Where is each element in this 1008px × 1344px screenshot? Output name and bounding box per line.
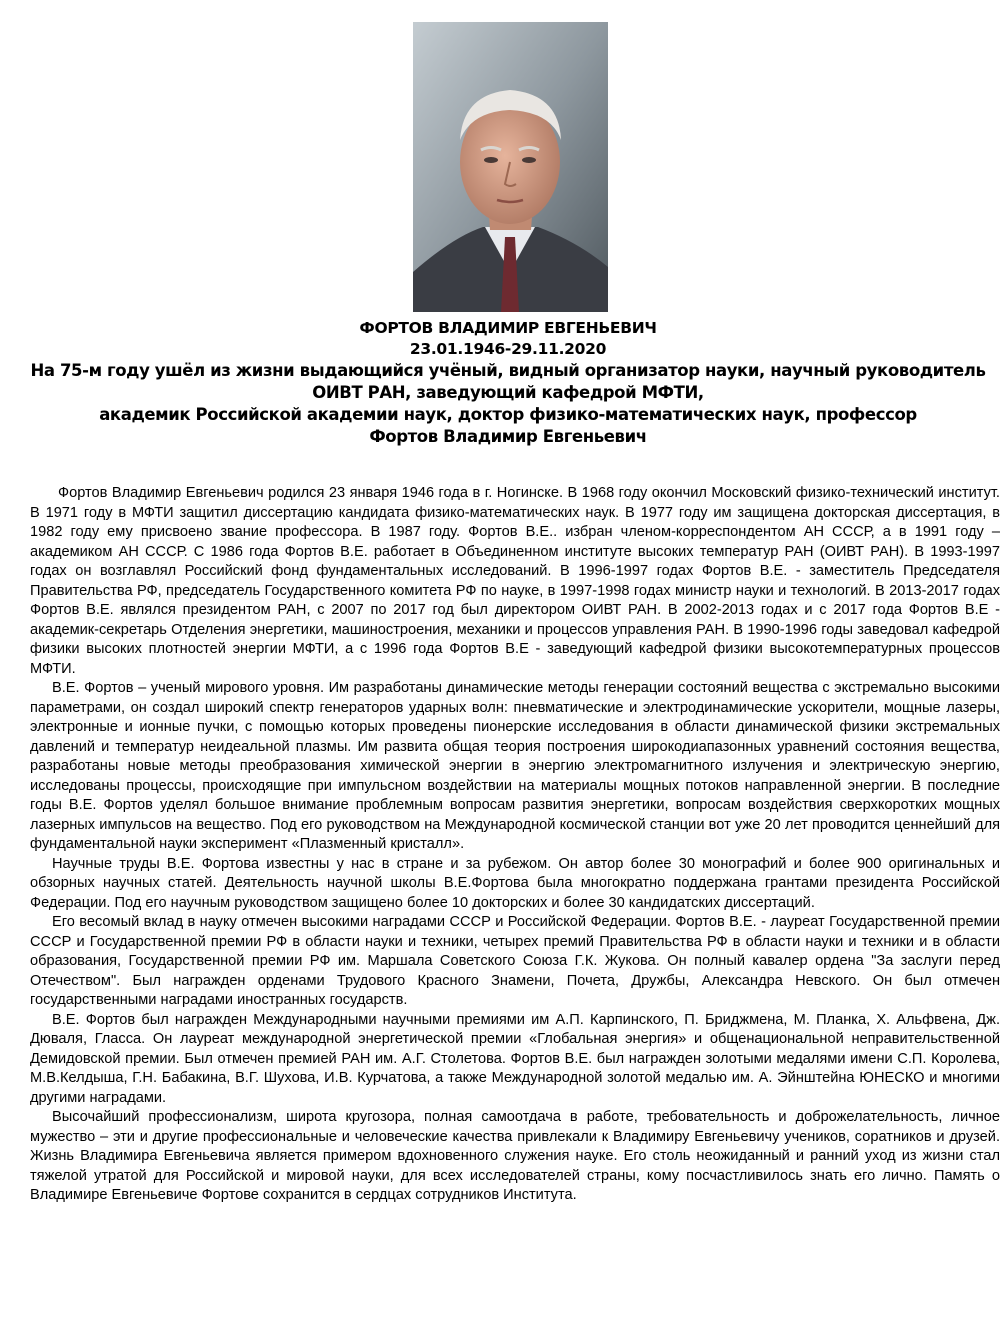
- paragraph: Фортов Владимир Евгеньевич родился 23 января 1946 года в г. Ногинске. В 1968 году окончил Московский физико-технический институт. В 1971 году в МФТИ защитил диссертацию кандидата физико-математических наук. В 1977 году им защищена докторская диссертация, в 1982 году ему присвоено звание профессора. В 1987 году. Фортов В.Е.. избран членом-корреспондентом АН СССР, а в 1991 году – академиком АН СССР. С 1986 года Фортов В.Е. работает в Объединенном институте высоких температур РАН (ОИВТ РАН). В 1993-1997 годах он возглавлял Российский фонд фундаментальных исследований. В 1996-1997 годах Фортов В.Е. - заместитель Председателя Правительства РФ, председатель Государственного комитета РФ по науке, в 1997-1998 годах министр науки и технологий. В 2013-2017 годах Фортов В.Е. являлся президентом РАН, с 2007 по 2017 год был директором ОИВТ РАН. В 2002-2013 годах и с 2017 года Фортов В.Е - академик-секретарь Отделения энергетики, машиностроения, механики и процессов управления РАН. В 1990-1996 годы заведовал кафедрой физики высоких плотностей энергии МФТИ, а с 1996 года Фортов В.Е - заведующий кафедрой физики высокотемпературных процессов МФТИ.: [30, 485, 1000, 677]
- header-line-6: Фортов Владимир Евгеньевич: [369, 427, 647, 446]
- paragraph: В.Е. Фортов – ученый мирового уровня. Им разработаны динамические методы генерации состояний вещества с экстремально высокими параметрами, он создал широкий спектр генераторов ударных волн: пневматические и электродинамические ускорители, мощные лазеры, электронные и ионные пучки, с помощью которых проведены пионерские исследования в области динамической физики экстремальных давлений и температур неидеальной плазмы. Им развита общая теория построения широкодиапазонных уравнений состояния вещества, разработаны новые методы преобразования химической энергии в энергию электромагнитного излучения и электрическую энергию, исследованы процессы, происходящие при импульсном воздействии на материалы мощных потоков направленной энергии. В последние годы В.Е. Фортов уделял большое внимание проблемным вопросам развития энергетики, вопросам воздействия сверхкоротких мощных лазерных импульсов на вещество. Под его руководством на Международной космической станции вот уже 20 лет проводится ценнейший для фундаментальной науки эксперимент «Плазменный кристалл».: [30, 680, 1000, 852]
- portrait-photo: [413, 22, 608, 312]
- header-line-4: ОИВТ РАН, заведующий кафедрой МФТИ,: [312, 383, 704, 402]
- paragraph: В.Е. Фортов был награжден Международными научными премиями им А.П. Карпинского, П. Бриджмена, М. Планка, Х. Альфвена, Дж. Дюваля, Гласса. Он лауреат международной энергетической премии «Глобальная энергия» и общенациональной неправительственной Демидовской премии. Был отмечен премией РАН им. А.Г. Столетова. Фортов В.Е. был награжден золотыми медалями имени С.П. Королева, М.В.Келдыша, Г.Н. Бабакина, В.Г. Шухова, И.В. Курчатова, а также Международной золотой медалью им. А. Эйнштейна ЮНЕСКО и многими другими наградами.: [30, 1011, 1000, 1106]
- header-line-5: академик Российской академии наук, доктор физико-математических наук, профессор: [99, 405, 917, 424]
- paragraph: Научные труды В.Е. Фортова известны у нас в стране и за рубежом. Он автор более 30 монографий и более 900 оригинальных и обзорных научных статей. Деятельность научной школы В.Е.Фортова была многократно поддержана грантами президента Российской Федерации. Под его научным руководством защищено более 10 докторских и более 30 кандидатских диссертаций.: [30, 855, 1000, 911]
- paragraph: Высочайший профессионализм, широта кругозора, полная самоотдача в работе, требовательность и доброжелательность, личное мужество – эти и другие профессиональные и человеческие качества привлекали к Владимиру Евгеньевичу учеников, соратников и друзей. Жизнь Владимира Евгеньевича является примером вдохновенного служения науке. Его столь неожиданный и ранний уход из жизни стал тяжелой утратой для Российской и мировой науки, для всех исследователей страны, кому посчастливилось знать его лично. Память о Владимире Евгеньевиче Фортове сохранится в сердцах сотрудников Института.: [30, 1109, 1000, 1203]
- header-line-3: На 75-м году ушёл из жизни выдающийся учёный, видный организатор науки, научный руководитель: [30, 361, 986, 380]
- biography-text: [30, 484, 1000, 1206]
- portrait-illustration: [413, 22, 608, 312]
- life-dates: 23.01.1946-29.11.2020: [409, 340, 607, 358]
- person-name: ФОРТОВ ВЛАДИМИР ЕВГЕНЬЕВИЧ: [359, 319, 657, 337]
- paragraph: Его весомый вклад в науку отмечен высокими наградами СССР и Российской Федерации. Фортов В.Е. - лауреат Государственной премии СССР и Государственной премии РФ в области науки и техники, четырех премий Правительства РФ в области науки и техники и в области образования, Государственной премии РФ им. Маршала Советского Союза Г.К. Жукова. Он полный кавалер ордена "За заслуги перед Отечеством". Был награжден орденами Трудового Красного Знамени, Почета, Дружбы, Александра Невского. Он был отмечен государственными наградами иностранных государств.: [30, 914, 1000, 1008]
- obituary-header: [8, 318, 1008, 448]
